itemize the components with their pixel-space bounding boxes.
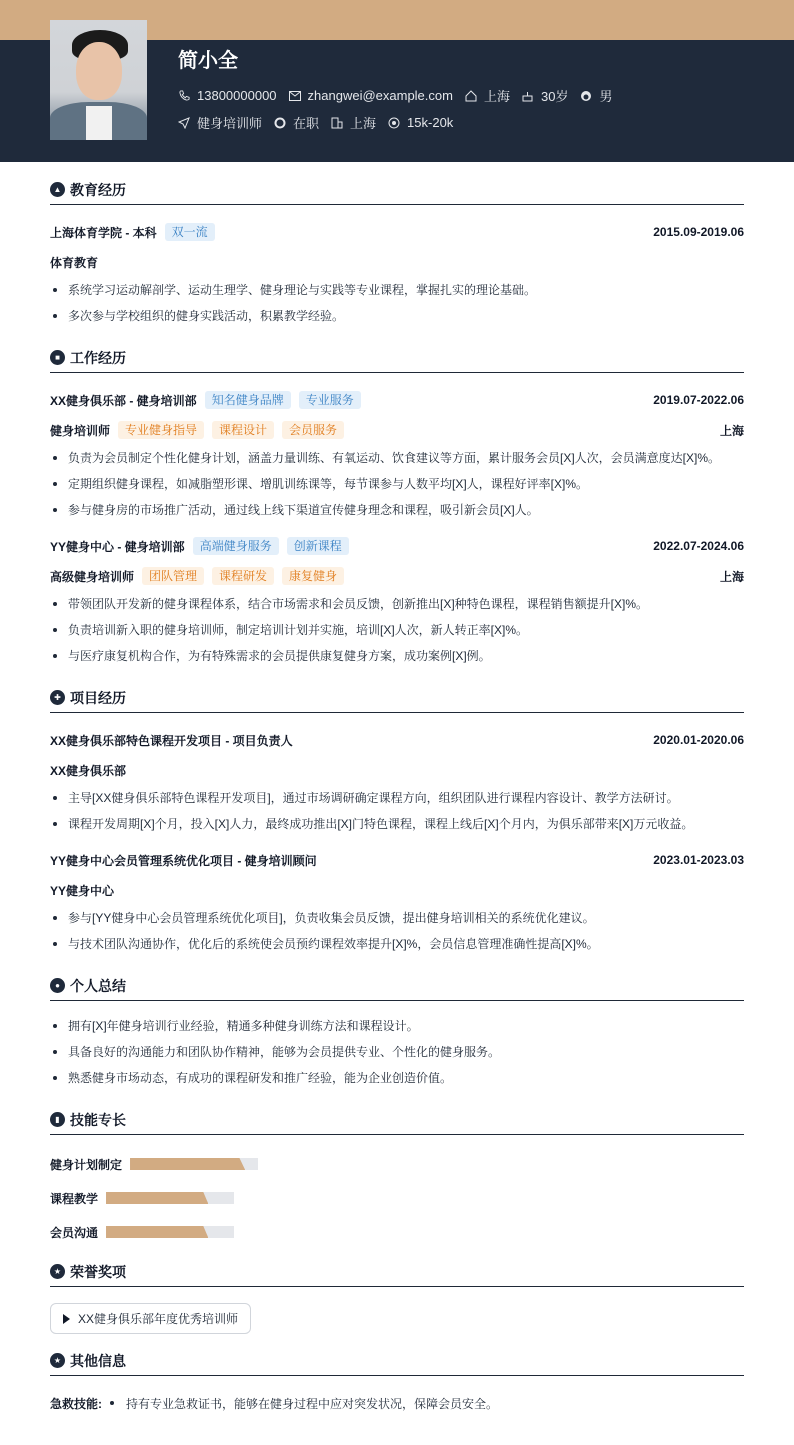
skill-item: 会员沟通 — [50, 1215, 403, 1249]
list-item: 参与健身房的市场推广活动，通过线上线下渠道宣传健身理念和课程，吸引新会员[X]人。 — [50, 497, 744, 523]
list-item: 参与[YY健身中心会员管理系统优化项目]，负责收集会员反馈，提出健身培训相关的系统优化建议。 — [50, 905, 744, 931]
company-tag: 创新课程 — [287, 537, 349, 555]
role-tag: 课程研发 — [212, 567, 274, 585]
education-section — [50, 175, 744, 329]
job-role: 高级健身培训师 — [50, 569, 135, 584]
job-status: 在职 — [274, 113, 319, 132]
section-header: ✚ 项目经历 — [50, 683, 744, 713]
project-org: XX健身俱乐部 — [50, 763, 127, 778]
list-item: 带领团队开发新的健身课程体系，结合市场需求和会员反馈，创新推出[X]种特色课程，课程销售额提升[X]%。 — [50, 591, 744, 617]
list-item: 系统学习运动解剖学、运动生理学、健身理论与实践等专业课程，掌握扎实的理论基础。 — [50, 277, 744, 303]
school-name: 上海体育学院 - 本科 — [50, 225, 157, 240]
list-item: 课程开发周期[X]个月，投入[X]人力，最终成功推出[X]门特色课程，课程上线后[X]个月内，为俱乐部带来[X]万元收益。 — [50, 811, 744, 837]
avatar — [50, 20, 147, 140]
company-name: XX健身俱乐部 - 健身培训部 — [50, 393, 197, 408]
target-city: 上海 — [331, 113, 376, 132]
project-org: YY健身中心 — [50, 883, 115, 898]
building-icon — [331, 117, 343, 129]
skills-section — [50, 1105, 744, 1249]
school-tag: 双一流 — [165, 223, 215, 241]
section-header: ★ 荣誉奖项 — [50, 1257, 744, 1287]
skill-item: 课程教学 — [50, 1181, 403, 1215]
period: 2019.07-2022.06 — [653, 393, 744, 407]
section-header: ● 个人总结 — [50, 971, 744, 1001]
role-tag: 团队管理 — [142, 567, 204, 585]
gender-icon — [580, 90, 592, 102]
company-tag: 专业服务 — [299, 391, 361, 409]
list-item: 多次参与学校组织的健身实践活动，积累教学经验。 — [50, 303, 744, 329]
candidate-name: 简小全 — [178, 50, 238, 72]
project-name: XX健身俱乐部特色课程开发项目 - 项目负责人 — [50, 733, 293, 748]
company-tag: 知名健身品牌 — [205, 391, 291, 409]
briefcase-icon: ■ — [50, 350, 65, 365]
company-tag: 高端健身服务 — [193, 537, 279, 555]
gender: 男 — [580, 86, 612, 105]
hometown: 上海 — [465, 86, 510, 105]
awards-section — [50, 1257, 744, 1346]
contact-row — [178, 86, 624, 105]
section-header: ▮ 技能专长 — [50, 1105, 744, 1135]
role-tag: 专业健身指导 — [118, 421, 204, 439]
mail-icon — [289, 90, 301, 102]
work-section — [50, 343, 744, 669]
projects-section — [50, 683, 744, 957]
skill-item: 健身计划制定 — [50, 1147, 403, 1181]
skill-bar — [130, 1158, 258, 1170]
skill-bar — [106, 1226, 234, 1238]
avatar-face — [76, 42, 122, 100]
section-header: ★ 其他信息 — [50, 1346, 744, 1376]
work-entry — [50, 385, 744, 523]
resume-body — [50, 175, 744, 1432]
list-item: 熟悉健身市场动态，有成功的课程研发和推广经验，能为企业创造价值。 — [50, 1065, 744, 1091]
section-header: ■ 工作经历 — [50, 343, 744, 373]
summary-section — [50, 971, 744, 1091]
grid-icon: ✚ — [50, 690, 65, 705]
triangle-right-icon — [63, 1314, 70, 1324]
graduation-cap-icon: ▲ — [50, 182, 65, 197]
salary: 15k-20k — [388, 115, 453, 130]
skill-bar-fill — [130, 1158, 245, 1170]
list-item: 具备良好的沟通能力和团队协作精神，能够为会员提供专业、个性化的健身服务。 — [50, 1039, 744, 1065]
location: 上海 — [719, 423, 744, 438]
list-item: 负责为会员制定个性化健身计划，涵盖力量训练、有氧运动、饮食建议等方面，累计服务会员[X]人次，会员满意度达[X]%。 — [50, 445, 744, 471]
phone: 13800000000 — [178, 88, 277, 103]
user-icon: ● — [50, 978, 65, 993]
other-item: 急救技能: 持有专业急救证书，能够在健身过程中应对突发状况，保障会员安全。 — [50, 1396, 499, 1411]
company-name: YY健身中心 - 健身培训部 — [50, 539, 185, 554]
cake-icon — [522, 90, 534, 102]
other-section — [50, 1346, 744, 1418]
skill-bar-fill — [106, 1192, 208, 1204]
period: 2022.07-2024.06 — [653, 539, 744, 553]
list-item: 负责培训新入职的健身培训师，制定培训计划并实施，培训[X]人次，新人转正率[X]%。 — [50, 617, 744, 643]
period: 2023.01-2023.03 — [653, 853, 744, 867]
status-icon — [274, 117, 286, 129]
award-icon: ★ — [50, 1353, 65, 1368]
list-item: 拥有[X]年健身培训行业经验，精通多种健身训练方法和课程设计。 — [50, 1013, 744, 1039]
project-name: YY健身中心会员管理系统优化项目 - 健身培训顾问 — [50, 853, 317, 868]
job-intent-row — [178, 113, 465, 132]
send-icon — [178, 117, 190, 129]
money-icon — [388, 117, 400, 129]
period: 2015.09-2019.06 — [653, 225, 744, 239]
list-item: 与医疗康复机构合作，为有特殊需求的会员提供康复健身方案，成功案例[X]例。 — [50, 643, 744, 669]
education-entry — [50, 217, 744, 329]
role-tag: 会员服务 — [282, 421, 344, 439]
list-item: 主导[XX健身俱乐部特色课程开发项目]，通过市场调研确定课程方向，组织团队进行课程内容设计、教学方法研讨。 — [50, 785, 744, 811]
period: 2020.01-2020.06 — [653, 733, 744, 747]
bullet-dot — [110, 1401, 114, 1405]
job-target: 健身培训师 — [178, 113, 262, 132]
location: 上海 — [719, 569, 744, 584]
project-entry — [50, 845, 744, 957]
award-item: XX健身俱乐部年度优秀培训师 — [50, 1303, 251, 1334]
work-entry — [50, 531, 744, 669]
role-tag: 康复健身 — [282, 567, 344, 585]
award-icon: ★ — [50, 1264, 65, 1279]
list-item: 定期组织健身课程，如减脂塑形课、增肌训练课等，每节课参与人数平均[X]人，课程好评率[X]%。 — [50, 471, 744, 497]
major: 体育教育 — [50, 255, 99, 270]
email[interactable]: zhangwei@example.com — [289, 88, 453, 103]
skill-bar-fill — [106, 1226, 208, 1238]
phone-icon — [178, 90, 190, 102]
project-entry — [50, 725, 744, 837]
home-icon — [465, 90, 477, 102]
section-header: ▲ 教育经历 — [50, 175, 744, 205]
bar-chart-icon: ▮ — [50, 1112, 65, 1127]
avatar-shirt — [86, 106, 112, 140]
job-role: 健身培训师 — [50, 423, 111, 438]
list-item: 与技术团队沟通协作，优化后的系统使会员预约课程效率提升[X]%，会员信息管理准确性提高[X]%。 — [50, 931, 744, 957]
role-tag: 课程设计 — [212, 421, 274, 439]
age: 30岁 — [522, 86, 568, 105]
skill-bar — [106, 1192, 234, 1204]
